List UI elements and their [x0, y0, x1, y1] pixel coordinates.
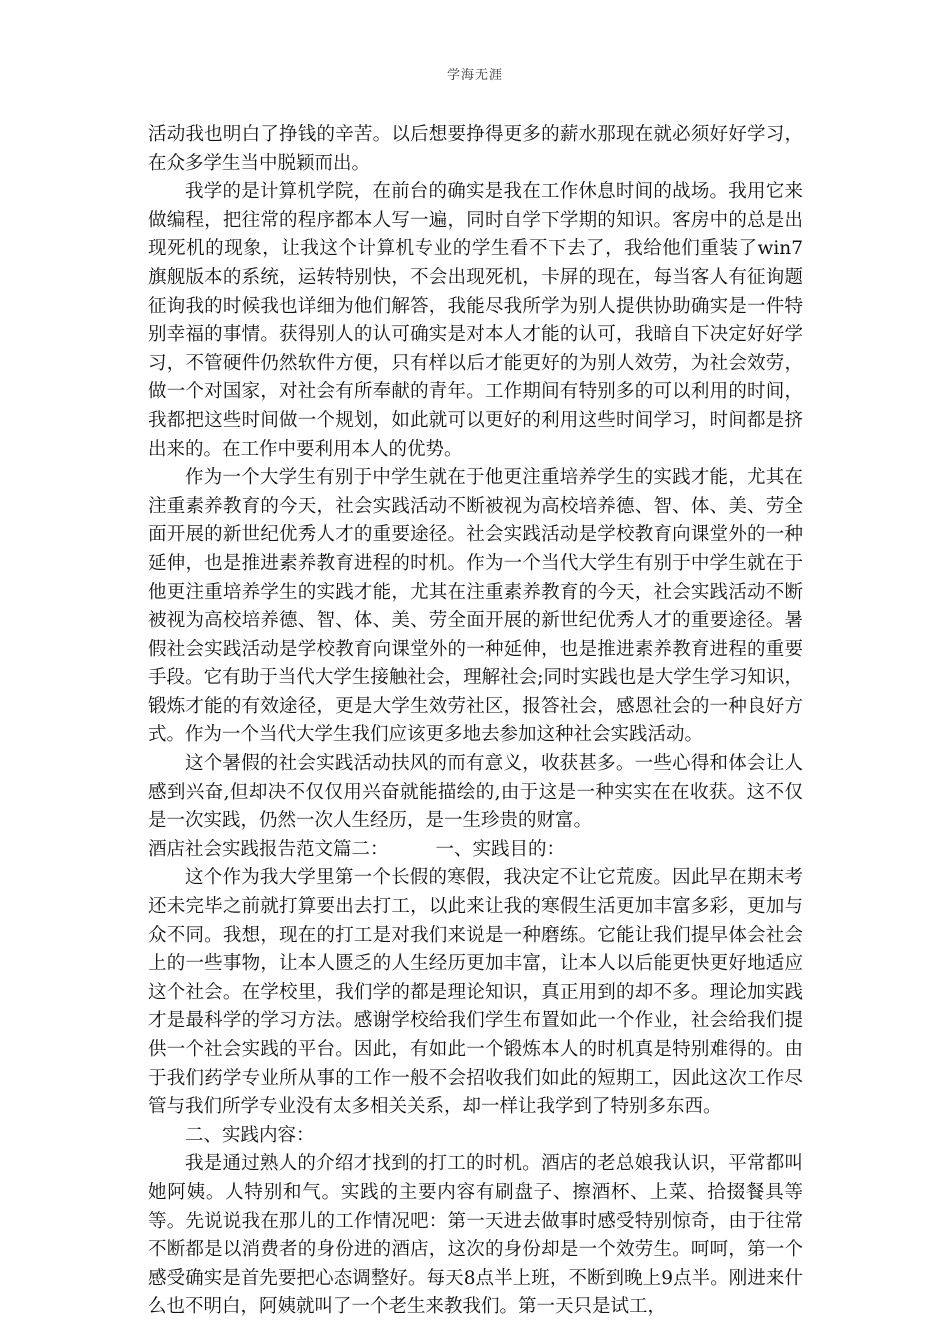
paragraph-1: 活动我也明白了挣钱的辛苦。以后想要挣得更多的薪水那现在就必须好好学习，在众多学生当中脱颖而出。 [148, 124, 803, 174]
page-header: 学海无涯 [446, 68, 503, 83]
paragraph-3: 作为一个大学生有别于中学生就在于他更注重培养学生的实践才能，尤其在注重素养教育的今天，社会实践活动不断被视为高校培养德、智、体、美、劳全面开展的新世纪优秀人才的重要途径。社会实践活动是学校教育向课堂外的一种延伸，也是推进素养教育进程的时机。作为一个当代大学生有别于中学生就在于他更注重培养学生的实践才能，尤其在注重素养教育的今天，社会实践活动不断被视为高校培养德、智、体、美、劳全面开展的新世纪优秀人才的重要途径。暑假社会实践活动是学校教育向课堂外的一种延伸，也是推进素养教育进程的重要手段。它有助于当代大学生接触社会，理解社会;同时实践也是大学生学习知识，锻炼才能的有效途径，更是大学生效劳社区，报答社会，感恩社会的一种良好方式。作为一个当代大学生我们应该更多地去参加这种社会实践活动。 [148, 467, 803, 746]
paragraph-4: 这个暑假的社会实践活动扶风的而有意义，收获甚多。一些心得和体会让人感到兴奋,但却决不仅仅用兴奋就能描绘的,由于这是一种实实在在收获。这不仅是一次实践，仍然一次人生经历，是一生珍贵的财富。 [148, 753, 803, 832]
paragraph-2: 我学的是计算机学院，在前台的确实是我在工作休息时间的战场。我用它来做编程，把往常的程序都本人写一遍，同时自学下学期的知识。客房中的总是出现死机的现象，让我这个计算机专业的学生看不下去了，我给他们重装了win7旗舰版本的系统，运转特别快，不会出现死机，卡屏的现在，每当客人有征询题征询我的时候我也详细为他们解答，我能尽我所学为别人提供协助确实是一件特别幸福的事情。获得别人的认可确实是对本人才能的认可，我暗自下决定好好学习，不管硬件仍然软件方便，只有样以后才能更好的为别人效劳，为社会效劳，做一个对国家，对社会有所奉献的青年。工作期间有特别多的可以利用的时间，我都把这些时间做一个规划，如此就可以更好的利用这些时间学习，时间都是挤出来的。在工作中要利用本人的优势。 [148, 181, 803, 460]
section-subheading: 二、实践内容： [185, 1124, 315, 1146]
paragraph-6: 我是通过熟人的介绍才找到的打工的时机。酒店的老总娘我认识，平常都叫她阿姨。人特别和气。实践的主要内容有刷盘子、擦酒杯、上菜、拾掇餐具等等。先说说我在那儿的工作情况吧：第一天进去做事时感受特别惊奇，由于往常不断都是以消费者的身份进的酒店，这次的身份却是一个效劳生。呵呵，第一个感受确实是首先要把心态调整好。每天8点半上班，不断到晚上9点半。刚进来什么也不明白，阿姨就叫了一个老生来教我们。第一天只是试工， [148, 1153, 803, 1318]
section-heading-2: 酒店社会实践报告范文篇二： 一、实践目的： [148, 838, 566, 860]
paragraph-5: 这个作为我大学里第一个长假的寒假，我决定不让它荒废。因此早在期末考还未完毕之前就打算要出去打工，以此来让我的寒假生活更加丰富多彩，更加与众不同。我想，现在的打工是对我们来说是一种磨练。它能让我们提早体会社会上的一些事物，让本人匮乏的人生经历更加丰富，让本人以后能更快更好地适应这个社会。在学校里，我们学的都是理论知识，真正用到的却不多。理论加实践才是最科学的学习方法。感谢学校给我们学生布置如此一个作业，社会给我们提供一个社会实践的平台。因此，有如此一个锻炼本人的时机真是特别难得的。由于我们药学专业所从事的工作一般不会招收我们如此的短期工，因此这次工作尽管与我们所学专业没有太多相关关系，却一样让我学到了特别多东西。 [148, 867, 803, 1118]
document-body [148, 121, 803, 1322]
